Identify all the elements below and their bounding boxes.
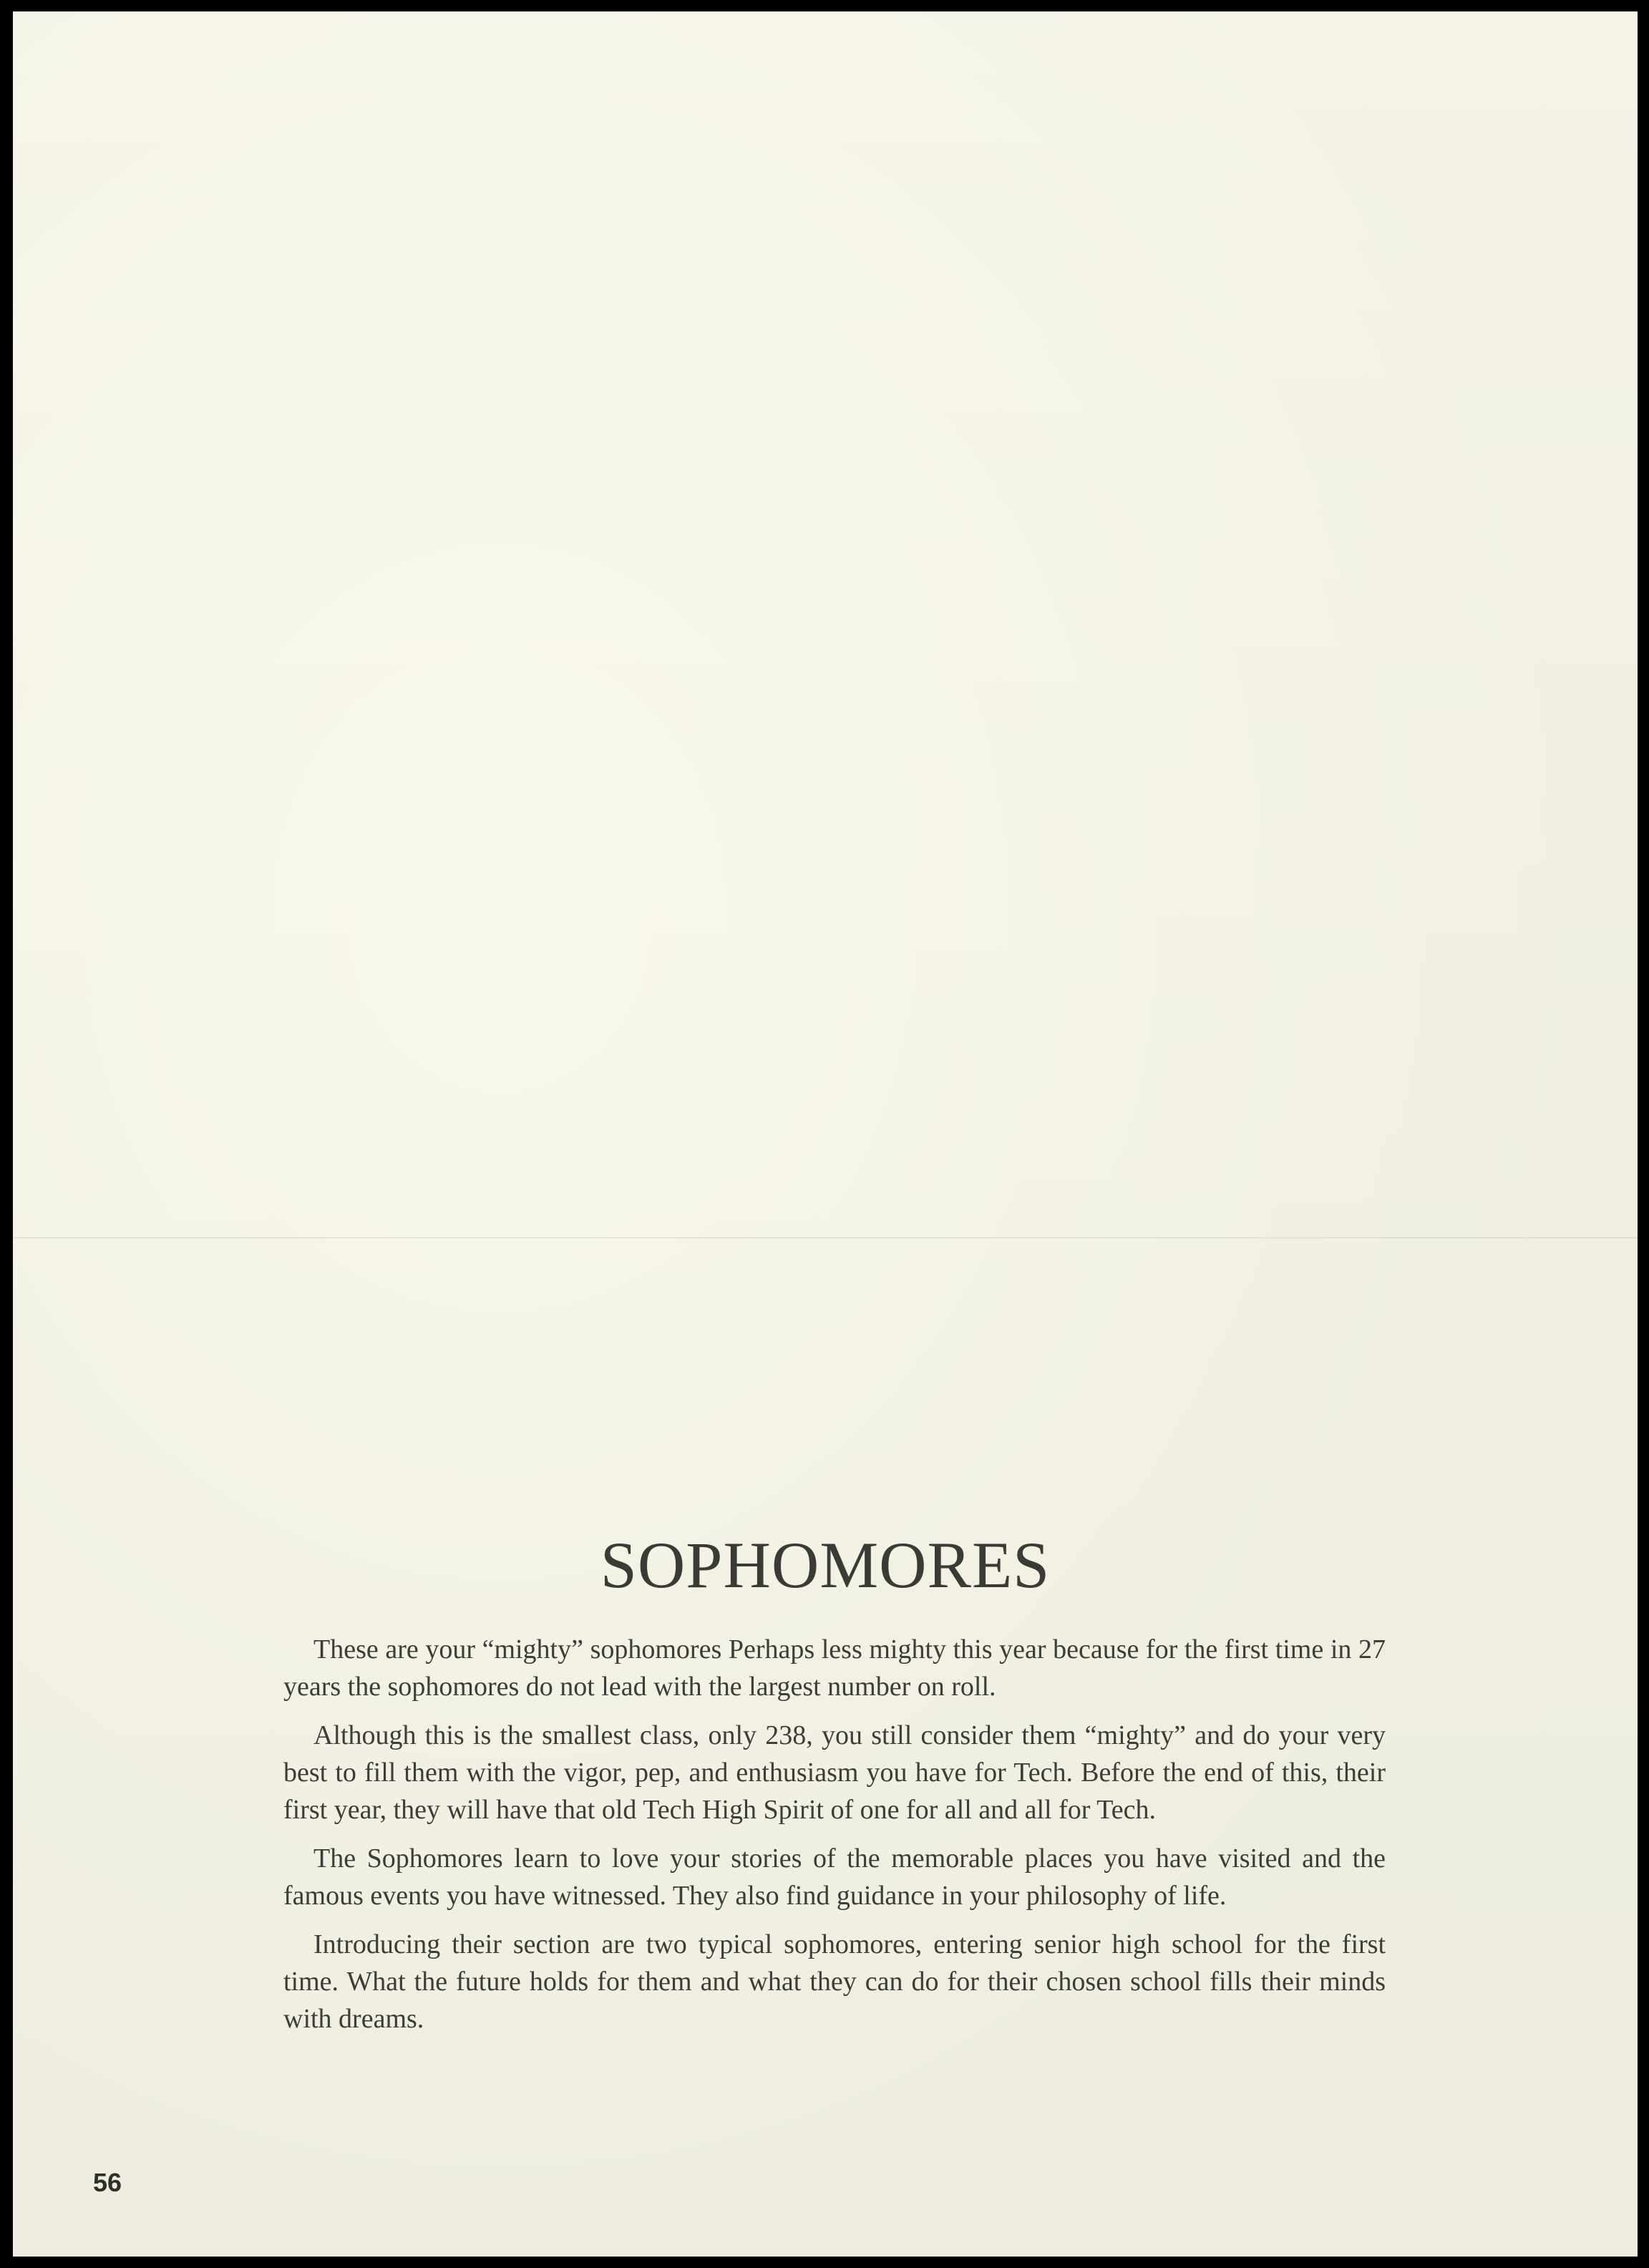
paragraph-4: Introducing their section are two typical sophomores, entering senior high school for the first time. What the future holds for them and what they can do for their chosen school fills their minds with dreams.: [283, 1929, 1386, 2034]
paragraph-2: Although this is the smallest class, only 238, you still consider them “mighty” and do your very best to fill them with the vigor, pep, and enthusiasm you have for Tech. Before the end of this, their first year, they will have that old Tech High Spirit of one for all and all for Tech.: [283, 1720, 1386, 1825]
paragraph-3: The Sophomores learn to love your stories of the memorable places you have visited and the famous events you have witnessed. They also find guidance in your philosophy of life.: [283, 1843, 1386, 1911]
page-fold-line: [13, 1237, 1638, 1239]
paragraph-1: These are your “mighty” sophomores Perhaps less mighty this year because for the first time in 27 years the sophomores do not lead with the largest number on roll.: [283, 1634, 1386, 1702]
yearbook-page: [13, 11, 1638, 2257]
section-title: SOPHOMORES: [600, 1528, 1051, 1601]
intro-text: [283, 1631, 1386, 2049]
page-number: 56: [93, 2168, 122, 2197]
